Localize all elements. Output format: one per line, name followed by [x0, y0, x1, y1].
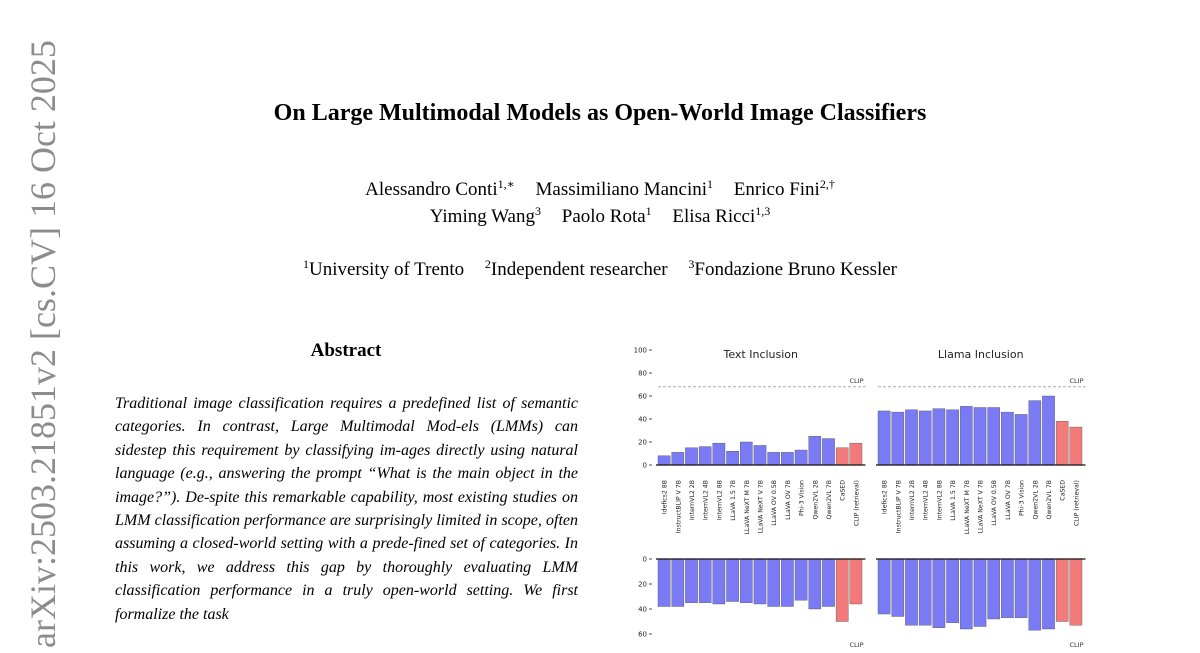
author: [430, 206, 541, 227]
bar: [795, 450, 807, 465]
category-label: LLaVA 1.5 7B: [950, 480, 958, 521]
affiliation-name: Fondazione Bruno Kessler: [694, 259, 898, 280]
category-label: InstructBLIP V 7B: [895, 480, 903, 534]
bar: [672, 559, 684, 607]
bar: [878, 411, 890, 465]
affiliation: [303, 259, 464, 280]
category-label: LLaVA NeXT M 7B: [743, 480, 751, 535]
category-label: CaSED: [1059, 480, 1067, 501]
affiliation-name: University of Trento: [308, 259, 465, 280]
category-label: LLaVA OV 7B: [1004, 480, 1012, 520]
bar: [781, 559, 793, 607]
bar: [947, 410, 959, 465]
affiliation: [688, 259, 897, 280]
bar: [1042, 559, 1054, 629]
category-label: Qwen2VL 7B: [826, 480, 833, 520]
category-label: CaSED: [839, 480, 847, 501]
y-tick-label: 0: [642, 461, 647, 470]
category-label: InternVL2 4B: [922, 480, 930, 521]
bar: [947, 559, 959, 623]
category-label: LLaVA NeXT M 7B: [963, 480, 971, 535]
author-name: Elisa Ricci: [672, 206, 756, 227]
figure-bar-charts: [620, 335, 1084, 649]
authors-line-2: [0, 206, 1200, 228]
abstract-text: [115, 392, 578, 626]
category-label: Idefics2 8B: [661, 480, 669, 515]
author: [734, 179, 835, 200]
bar: [1015, 414, 1027, 465]
bar: [850, 443, 862, 465]
figure-svg: [620, 335, 1084, 649]
bar: [727, 559, 739, 602]
category-label: InstructBLIP V 7B: [675, 480, 683, 534]
category-label: InternVL2 8B: [716, 480, 724, 521]
category-label: LLaVA OV 0.5B: [771, 480, 779, 526]
bar: [1029, 401, 1041, 465]
authors-line-1: [0, 179, 1200, 201]
bar: [658, 456, 670, 465]
bar: [809, 436, 821, 465]
category-label: Qwen2VL 7B: [1046, 480, 1053, 520]
panel-title: Llama Inclusion: [937, 348, 1024, 361]
y-tick-label: 40: [638, 605, 647, 614]
category-label: LLaVA NeXT V 7B: [757, 480, 765, 534]
abstract-paragraph: Traditional image classification requires a predefined list of semantic categories. In contrast, Large Multimodal Mod-els (LMMs) can sidestep this requirement by classifying im-ages directly using natural language (e.g., answering the prompt “What is the main object in the image?”). De-spite this remarkable capability, most existing studies on LMM classification performance are surprisingly limited in scope, often assuming a closed-world setting with a prede-fined set of categories. In this work, we address this gap by thoroughly evaluating LMM classification performance in a truly open-world setting. We first formalize the task: [115, 395, 578, 623]
clip-reference-label: CLIP: [849, 376, 864, 385]
author-affiliation-mark: 1,3: [755, 204, 771, 218]
bar: [809, 559, 821, 609]
bar: [919, 411, 931, 465]
bar: [974, 559, 986, 627]
bar: [1056, 421, 1068, 465]
author-name: Massimiliano Mancini: [535, 179, 708, 200]
bar: [822, 439, 834, 465]
bar: [740, 442, 752, 465]
bar: [822, 559, 834, 607]
bar: [768, 559, 780, 607]
bar: [988, 559, 1000, 619]
arxiv-stamp: arXiv:2503.21851v2 [cs.CV] 16 Oct 2025: [23, 40, 63, 648]
bar: [727, 451, 739, 465]
category-label: LLaVA OV 7B: [784, 480, 792, 520]
bar: [988, 408, 1000, 466]
bar: [1001, 559, 1013, 618]
bar: [892, 559, 904, 617]
bar: [699, 447, 711, 465]
author-name: Yiming Wang: [429, 206, 535, 227]
category-label: Phi-3 Vision: [1018, 480, 1026, 516]
bar: [905, 559, 917, 625]
bar: [1056, 559, 1068, 622]
bar: [1029, 559, 1041, 630]
affiliation-mark: 2: [484, 257, 491, 271]
y-tick-label: 20: [638, 580, 647, 589]
bar: [1015, 559, 1027, 618]
bar: [754, 559, 766, 604]
y-tick-label: 60: [638, 630, 647, 639]
bar: [850, 559, 862, 604]
author-name: Paolo Rota: [561, 206, 646, 227]
bar: [905, 410, 917, 465]
category-label: Idefics2 8B: [881, 480, 889, 515]
affiliations: [0, 259, 1200, 281]
bar: [1001, 412, 1013, 465]
category-label: Qwen2VL 2B: [812, 480, 820, 520]
panel-title: Text Inclusion: [723, 348, 799, 361]
bar: [713, 443, 725, 465]
author-name: Enrico Fini: [733, 179, 820, 200]
category-label: InternVL2 2B: [909, 480, 916, 521]
y-tick-label: 100: [633, 346, 647, 355]
bar: [974, 408, 986, 466]
bar: [836, 448, 848, 465]
bar: [892, 412, 904, 465]
author-affiliation-mark: 1: [707, 177, 714, 191]
bar: [768, 452, 780, 465]
affiliation: [485, 259, 668, 280]
author: [672, 206, 770, 227]
category-label: LLaVA 1.5 7B: [730, 480, 738, 521]
bar: [795, 559, 807, 600]
bar: [878, 559, 890, 614]
category-label: InternVL2 8B: [936, 480, 944, 521]
author: [562, 206, 652, 227]
author: [365, 179, 515, 200]
category-label: LLaVA OV 0.5B: [991, 480, 999, 526]
bar: [699, 559, 711, 603]
bar: [658, 559, 670, 607]
author: [536, 179, 714, 200]
author-affiliation-mark: 1,∗: [497, 177, 515, 191]
bar: [960, 406, 972, 465]
category-label: InternVL2 4B: [702, 480, 710, 521]
category-label: Phi-3 Vision: [798, 480, 806, 516]
y-tick-label: 20: [638, 438, 647, 447]
bar: [740, 559, 752, 603]
author-affiliation-mark: 2,†: [819, 177, 835, 191]
bar: [713, 559, 725, 604]
bar: [1070, 427, 1082, 465]
category-label: CLIP (retrieval): [1073, 480, 1081, 527]
y-tick-label: 40: [638, 415, 647, 424]
bar: [685, 559, 697, 603]
y-tick-label: 0: [642, 555, 647, 564]
bar: [754, 445, 766, 465]
bar: [933, 559, 945, 628]
affiliation-mark: 3: [688, 257, 695, 271]
clip-reference-label: CLIP: [1069, 641, 1084, 649]
bar: [781, 452, 793, 465]
author-affiliation-mark: 1: [645, 204, 652, 218]
bar: [1042, 396, 1054, 465]
bar: [919, 559, 931, 625]
bar: [685, 448, 697, 465]
category-label: Qwen2VL 2B: [1032, 480, 1040, 520]
category-label: CLIP (retrieval): [853, 480, 861, 527]
paper-title: On Large Multimodal Models as Open-World Image Classifiers: [273, 100, 927, 126]
clip-reference-label: CLIP: [1069, 376, 1084, 385]
y-tick-label: 60: [638, 392, 647, 401]
bar: [836, 559, 848, 622]
category-label: InternVL2 2B: [689, 480, 696, 521]
clip-reference-label: CLIP: [849, 641, 864, 649]
abstract-heading: Abstract: [310, 340, 382, 361]
bar: [960, 559, 972, 629]
affiliation-mark: 1: [302, 257, 309, 271]
author-name: Alessandro Conti: [365, 179, 498, 200]
bar: [1070, 559, 1082, 625]
author-affiliation-mark: 3: [535, 204, 541, 218]
bar: [933, 409, 945, 465]
category-label: LLaVA NeXT V 7B: [977, 480, 985, 534]
affiliation-name: Independent researcher: [490, 259, 668, 280]
y-tick-label: 80: [638, 369, 647, 378]
bar: [672, 452, 684, 465]
